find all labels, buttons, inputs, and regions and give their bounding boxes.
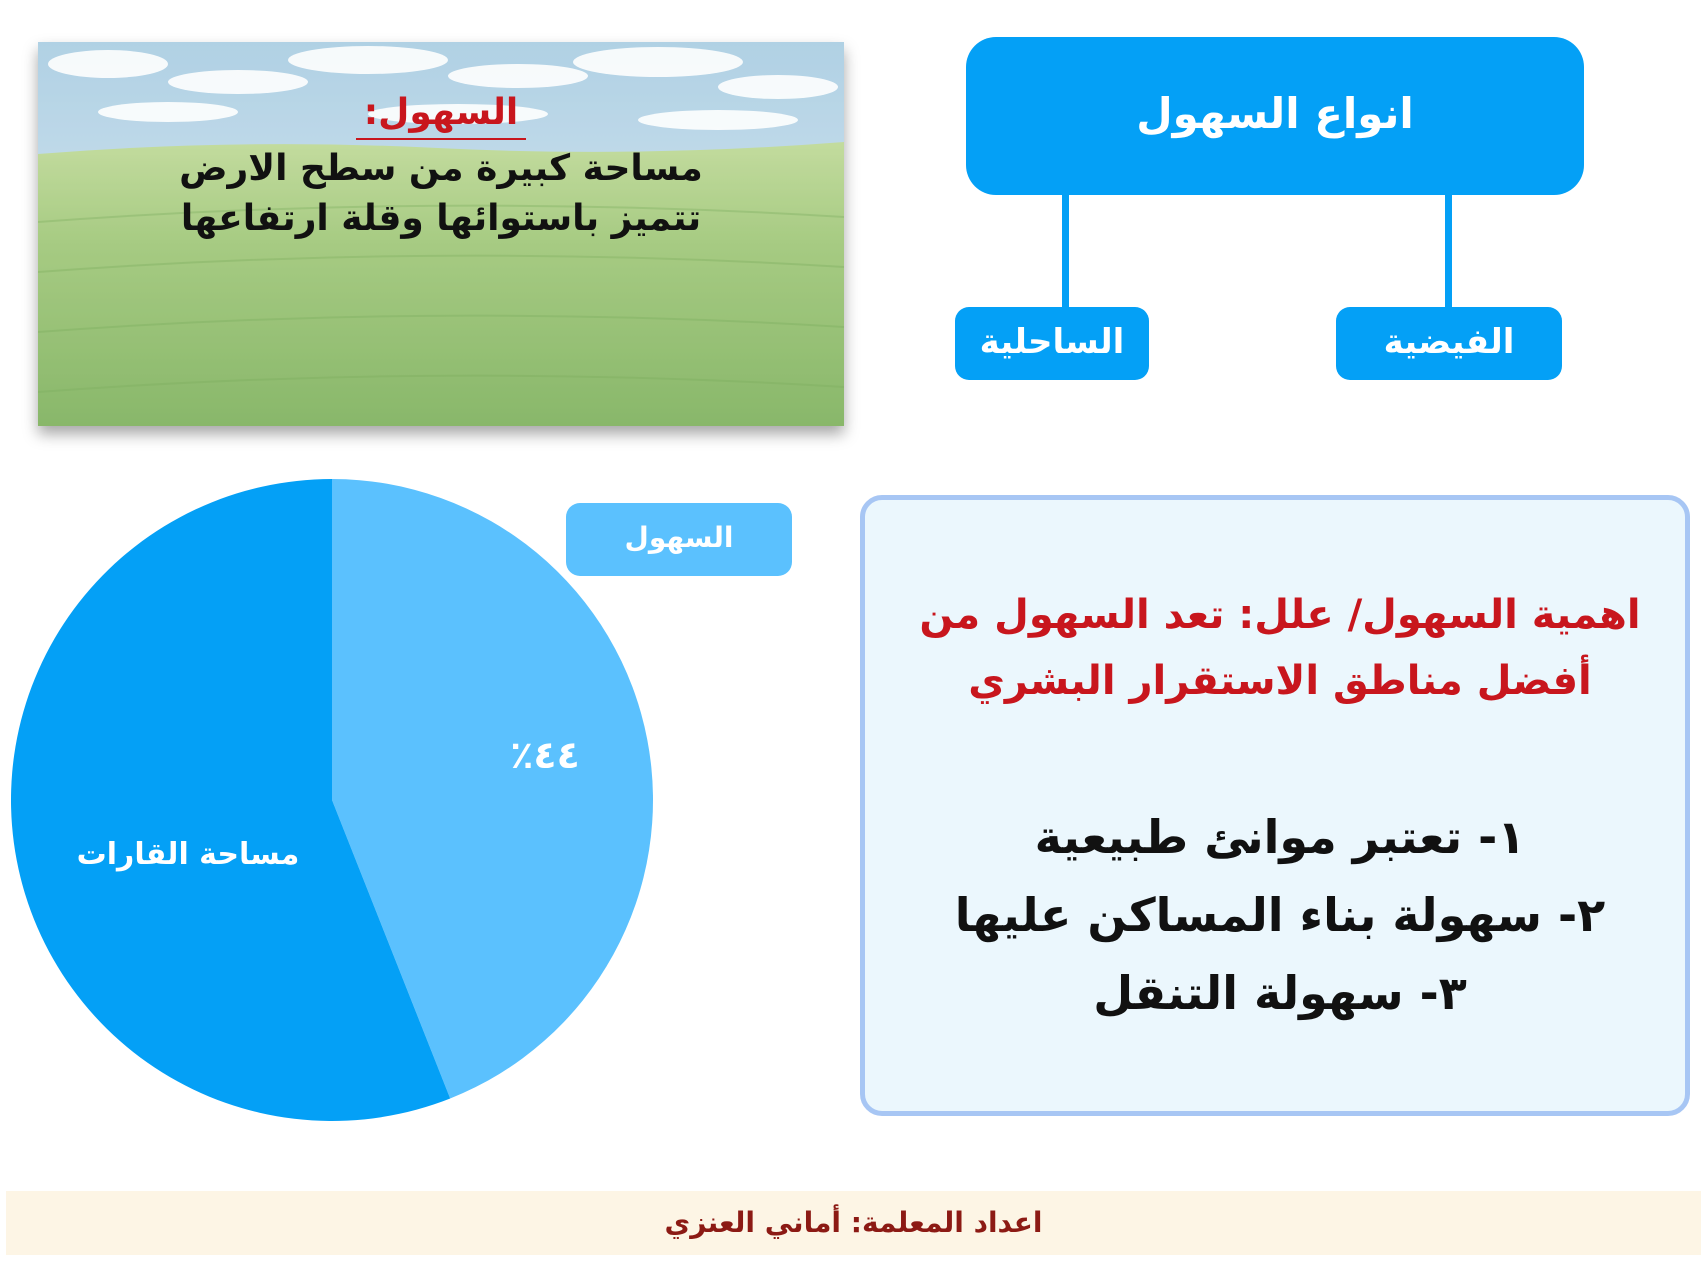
- importance-list: [885, 798, 1675, 1032]
- pie-label-continents: مساحة القارات: [76, 837, 300, 872]
- pie-label-plains-percent: ٤٤٪: [510, 733, 580, 777]
- importance-point-1: ١- تعتبر موانئ طبيعية: [1034, 810, 1526, 864]
- importance-title: اهمية السهول/ علل: تعد السهول من أفضل مناطق الاستقرار البشري: [919, 592, 1641, 704]
- plain-types-title-box: انواع السهول: [966, 37, 1584, 195]
- definition-title: السهول:: [356, 90, 526, 140]
- connector-line-coastal: [1062, 195, 1069, 310]
- pie-chart: [10, 478, 670, 1138]
- type-box-coastal: الساحلية: [955, 307, 1149, 380]
- importance-point-3: ٣- سهولة التنقل: [1093, 966, 1467, 1020]
- importance-panel: [860, 495, 1690, 1116]
- type-box-flood: الفيضية: [1336, 307, 1562, 380]
- legend-entry-plains: السهول: [566, 503, 792, 576]
- definition-body: مساحة كبيرة من سطح الارض تتميز باستوائها وقلة ارتفاعها: [179, 148, 703, 239]
- teacher-credit-footer: اعداد المعلمة: أماني العنزي: [6, 1191, 1701, 1255]
- definition-text-block: [38, 90, 844, 244]
- connector-line-flood: [1445, 195, 1452, 310]
- plains-definition-card: [38, 42, 844, 426]
- importance-point-2: ٢- سهولة بناء المساكن عليها: [954, 888, 1606, 942]
